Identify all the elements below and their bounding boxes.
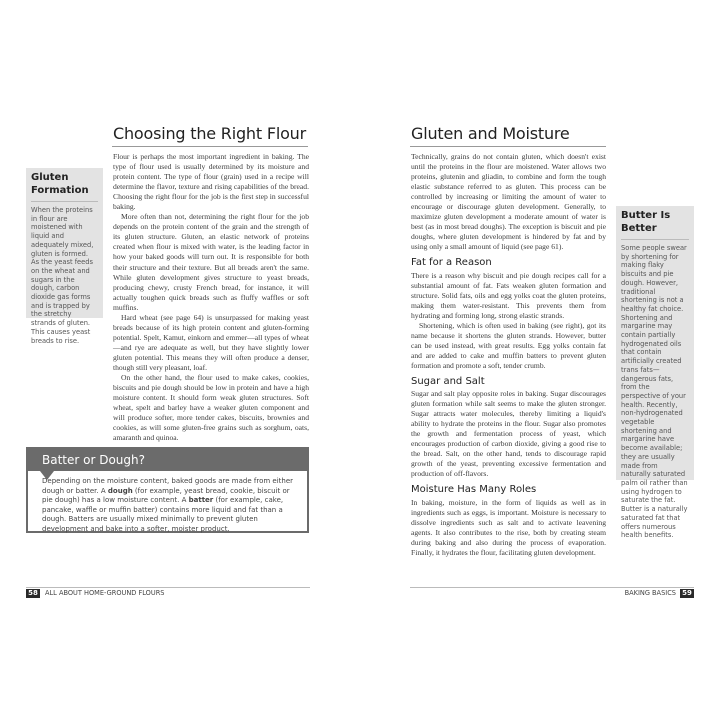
section-heading-fat: Fat for a Reason — [411, 257, 492, 269]
paragraph: Hard wheat (see page 64) is unsurpassed for making yeast breads because of its high protein content and gluten-forming potential. Spelt, Kamut, einkorn and emmer—all types of wheat—and rye are adequate as well, but they have slightly lower gluten potential. This means they will often produce a denser, though still very pleasant, loaf. — [113, 312, 309, 372]
section-heading-sugar-salt: Sugar and Salt — [411, 375, 485, 387]
right-title-rule — [410, 146, 606, 147]
left-page-title: Choosing the Right Flour — [113, 124, 306, 143]
callout-pointer — [40, 471, 54, 480]
sidebar-title: Gluten Formation — [31, 172, 89, 196]
section-heading-moisture: Moisture Has Many Roles — [411, 484, 537, 496]
butter-is-better-sidebar — [616, 206, 694, 540]
callout-text: Depending on the moisture content, baked goods are made from either dough or batter. A dough (for example, yeast bread, cookie, biscuit or pie dough) has a low moisture content. A batter (for example, cake, pancake, waffle or muffin batter) contains more liquid and fat than a dough. Batters are usually mixed minimally to prevent gluten development and bake into a softer, moister product. — [42, 477, 294, 533]
right-page-number: 59 — [680, 589, 694, 598]
sidebar-rule — [31, 201, 98, 202]
paragraph: Technically, grains do not contain gluten, which doesn't exist until the proteins in the flour are moistened. Water allows two proteins, glutenin and gliadin, to combine and form the tough elastic substance referred to as gluten. This process can be controlled by increasing or limiting the amount of water to encourage or discourage gluten development. Generally, to maximize gluten development a moderate amount of water is best (as in most bread doughs). The exception is biscuit and pie doughs, where gluten development is hindered by fat and by using only a small amount of liquid (see page 61). — [411, 152, 606, 252]
paragraph: There is a reason why biscuit and pie dough recipes call for a substantial amount of fat. Fats weaken gluten formation and structure. Solid fats, oils and egg yolks coat the gluten proteins, making them water-resistant. This prevents them from hydrating and forming long, strong elastic strands. — [411, 270, 606, 320]
paragraph: Sugar and salt play opposite roles in baking. Sugar discourages gluten formation while salt seems to make the gluten stronger. Sugar attracts water molecules, thereby limiting a liquid's ability to hydrate the proteins in the flour. Sugar also promotes the growth and fermentation process of yeast, which encourages production of carbon dioxide, giving a good rise to the bread. Salt, on the other hand, tends to discourage rapid growth of the yeast, preventing excessive fermentation and production of off-flavors. — [411, 389, 606, 479]
right-footer-rule — [410, 587, 694, 588]
term-batter: batter — [188, 496, 214, 505]
left-title-rule — [112, 146, 308, 147]
right-body-text — [411, 152, 606, 558]
paragraph: More often than not, determining the right flour for the job depends on the protein content of the grain and the strength of its gluten structure. Gluten, an elastic network of proteins created when flour is mixed with water, is the leading factor in how your baked goods will turn out. It is responsible for both their structure and their texture. But all breads aren't the same. While gluten development gives structure to yeast breads, producing chewy, crusty French bread, for instance, it will actually toughen quick breads such as fluffy waffles or soft muffins. — [113, 212, 309, 312]
batter-or-dough-callout — [26, 447, 309, 533]
left-footer-rule — [26, 587, 310, 588]
right-page-title: Gluten and Moisture — [411, 124, 570, 143]
paragraph: Flour is perhaps the most important ingredient in baking. The type of flour used is usually determined by its moisture and protein content. The type of flour (grain) used in a recipe will determine the flavor, texture and rising capabilities of the bread. Choosing the right flour for the job is the first step in successful baking. — [113, 152, 309, 212]
left-page-number: 58 — [26, 589, 40, 598]
gluten-formation-sidebar — [26, 168, 103, 345]
callout-title: Batter or Dough? — [28, 449, 307, 471]
sidebar-title: Butter Is Better — [621, 210, 671, 234]
paragraph: On the other hand, the flour used to make cakes, cookies, biscuits and pie dough should be low in protein and have a high moisture content. It should form weak gluten structures. Soft wheat, spelt and barley have a weaker gluten component and will produce softer, more tender cakes, biscuits, brownies and cookies, as will some gluten-free grains such as sorghum, oats, amaranth and quinoa. — [113, 373, 309, 443]
paragraph: Shortening, which is often used in baking (see right), got its name because it shortens the gluten strands. However, butter can be used instead, with great results. Egg yolks contain fat and are added to cake and muffin batters to prevent gluten formation and promote a soft, tender crumb. — [411, 320, 606, 370]
paragraph: In baking, moisture, in the form of liquids as well as in ingredients such as eggs, is important. Moisture is necessary to dissolve ingredients such as salt and to activate leavening agents. It also contributes to the rise, both by creating steam during baking and also during the process of evaporation. Finally, it hydrates the flour, facilitating gluten development. — [411, 497, 606, 557]
right-running-footer: BAKING BASICS — [624, 589, 676, 597]
sidebar-rule — [621, 239, 689, 240]
left-body-text — [113, 152, 309, 443]
sidebar-text: When the proteins in flour are moistened with liquid and adequately mixed, gluten is formed. As the yeast feeds on the wheat and sugars in the dough, carbon dioxide gas forms and is trapped by the stretchy strands of gluten. This causes yeast breads to rise. — [31, 206, 94, 345]
left-running-footer: ALL ABOUT HOME-GROUND FLOURS — [45, 589, 165, 597]
sidebar-text: Some people swear by shortening for making flaky biscuits and pie dough. However, traditional shortening is not a healthy fat choice. Shortening and margarine may contain partially hydrogenated oils that contain artificially created trans fats—dangerous fats, from the perspective of your health. Recently, non-hydrogenated vegetable shortening and margarine have become available; they are usually made from naturally saturated palm oil rather than using hydrogen to saturate the fat. Butter is a naturally saturated fat that offers numerous health benefits. — [621, 244, 688, 540]
term-dough: dough — [107, 486, 133, 495]
